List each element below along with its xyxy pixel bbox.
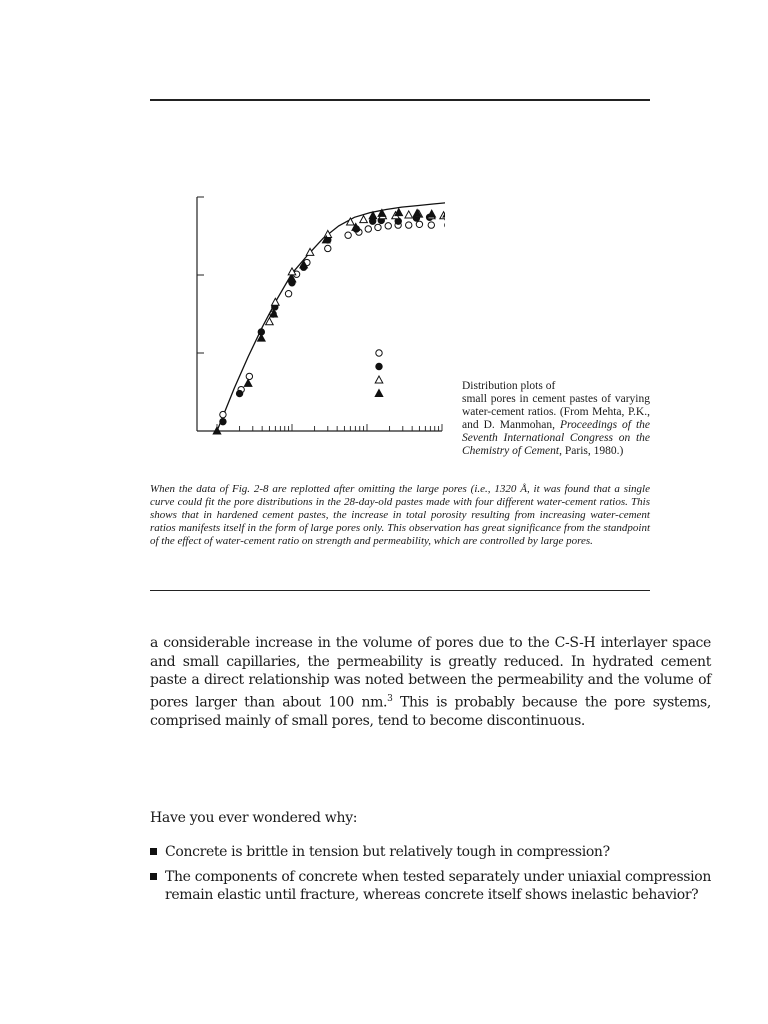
legend-marker-filled-triangle — [375, 390, 383, 397]
question-intro: Have you ever wondered why: — [150, 810, 358, 826]
data-point-filled-triangle — [244, 379, 252, 386]
question-item — [150, 868, 711, 905]
data-point-open-circle — [416, 221, 422, 227]
data-point-open-triangle — [272, 298, 280, 305]
question-item — [150, 843, 711, 862]
legend-marker-open-triangle — [375, 376, 383, 383]
figure-caption — [462, 380, 650, 458]
fit-curve-line — [217, 195, 445, 431]
caption-tail: , Paris, 1980.) — [559, 445, 624, 457]
question-text: Concrete is brittle in tension but relatively tough in compression? — [165, 844, 610, 860]
square-bullet-icon — [150, 848, 157, 855]
caption-body: small pores in cement pastes of varying water-cement ratios. (From Mehta, P.K., and D. Manmohan, — [462, 393, 650, 431]
question-list — [150, 843, 711, 911]
data-point-open-circle — [428, 222, 434, 228]
data-point-open-circle — [220, 411, 226, 417]
footnote-ref: 3 — [387, 693, 393, 704]
data-point-open-circle — [406, 222, 412, 228]
caption-first-line: Distribution plots of — [462, 380, 556, 392]
square-bullet-icon — [150, 873, 157, 880]
data-point-filled-circle — [220, 418, 226, 424]
top-rule — [150, 99, 650, 101]
data-point-open-triangle — [405, 211, 413, 218]
data-point-open-triangle — [360, 216, 368, 223]
caption-proceedings: Proceedings of the Seventh International Congress on the Chemistry of Cement — [462, 419, 650, 457]
body-text-after: This is probably because the pore systems, comprised mainly of small pores, tend to become discontinuous. — [150, 694, 711, 729]
question-text: The components of concrete when tested separately under uniaxial compression remain elastic until fracture, whereas concrete itself shows inelastic behavior? — [165, 868, 711, 903]
pore-distribution-chart — [180, 185, 445, 440]
legend-marker-filled-circle — [376, 363, 382, 369]
bottom-rule — [150, 590, 650, 591]
figure-note: When the data of Fig. 2-8 are replotted after omitting the large pores (i.e., 1320 Å, it was found that a single curve could fit the pore distributions in the 28-day-old pastes made with four different water-cement ratios. This shows that in hardened cement pastes, the increase in total porosity resulting from increasing water-cement ratios manifests itself in the form of large pores only. This observation has great significance from the standpoint of the effect of water-cement ratio on strength and permeability, which are controlled by large pores. — [150, 483, 650, 547]
data-point-open-triangle — [324, 230, 332, 237]
legend-marker-open-circle — [376, 350, 382, 356]
data-point-open-circle — [345, 232, 351, 238]
data-point-filled-circle — [236, 390, 242, 396]
data-point-open-circle — [285, 291, 291, 297]
body-text: a considerable increase in the volume of pores due to the C-S-H interlayer space and small capillaries, the permeability is greatly reduced. In hydrated cement paste a direct relationship was noted between the permeability and the volume of pores larger than about 100 nm. — [150, 635, 711, 711]
data-point-open-circle — [385, 223, 391, 229]
data-point-open-circle — [375, 224, 381, 230]
data-point-open-circle — [246, 373, 252, 379]
data-point-open-circle — [325, 245, 331, 251]
data-point-open-circle — [365, 226, 371, 232]
body-paragraph — [150, 634, 711, 730]
